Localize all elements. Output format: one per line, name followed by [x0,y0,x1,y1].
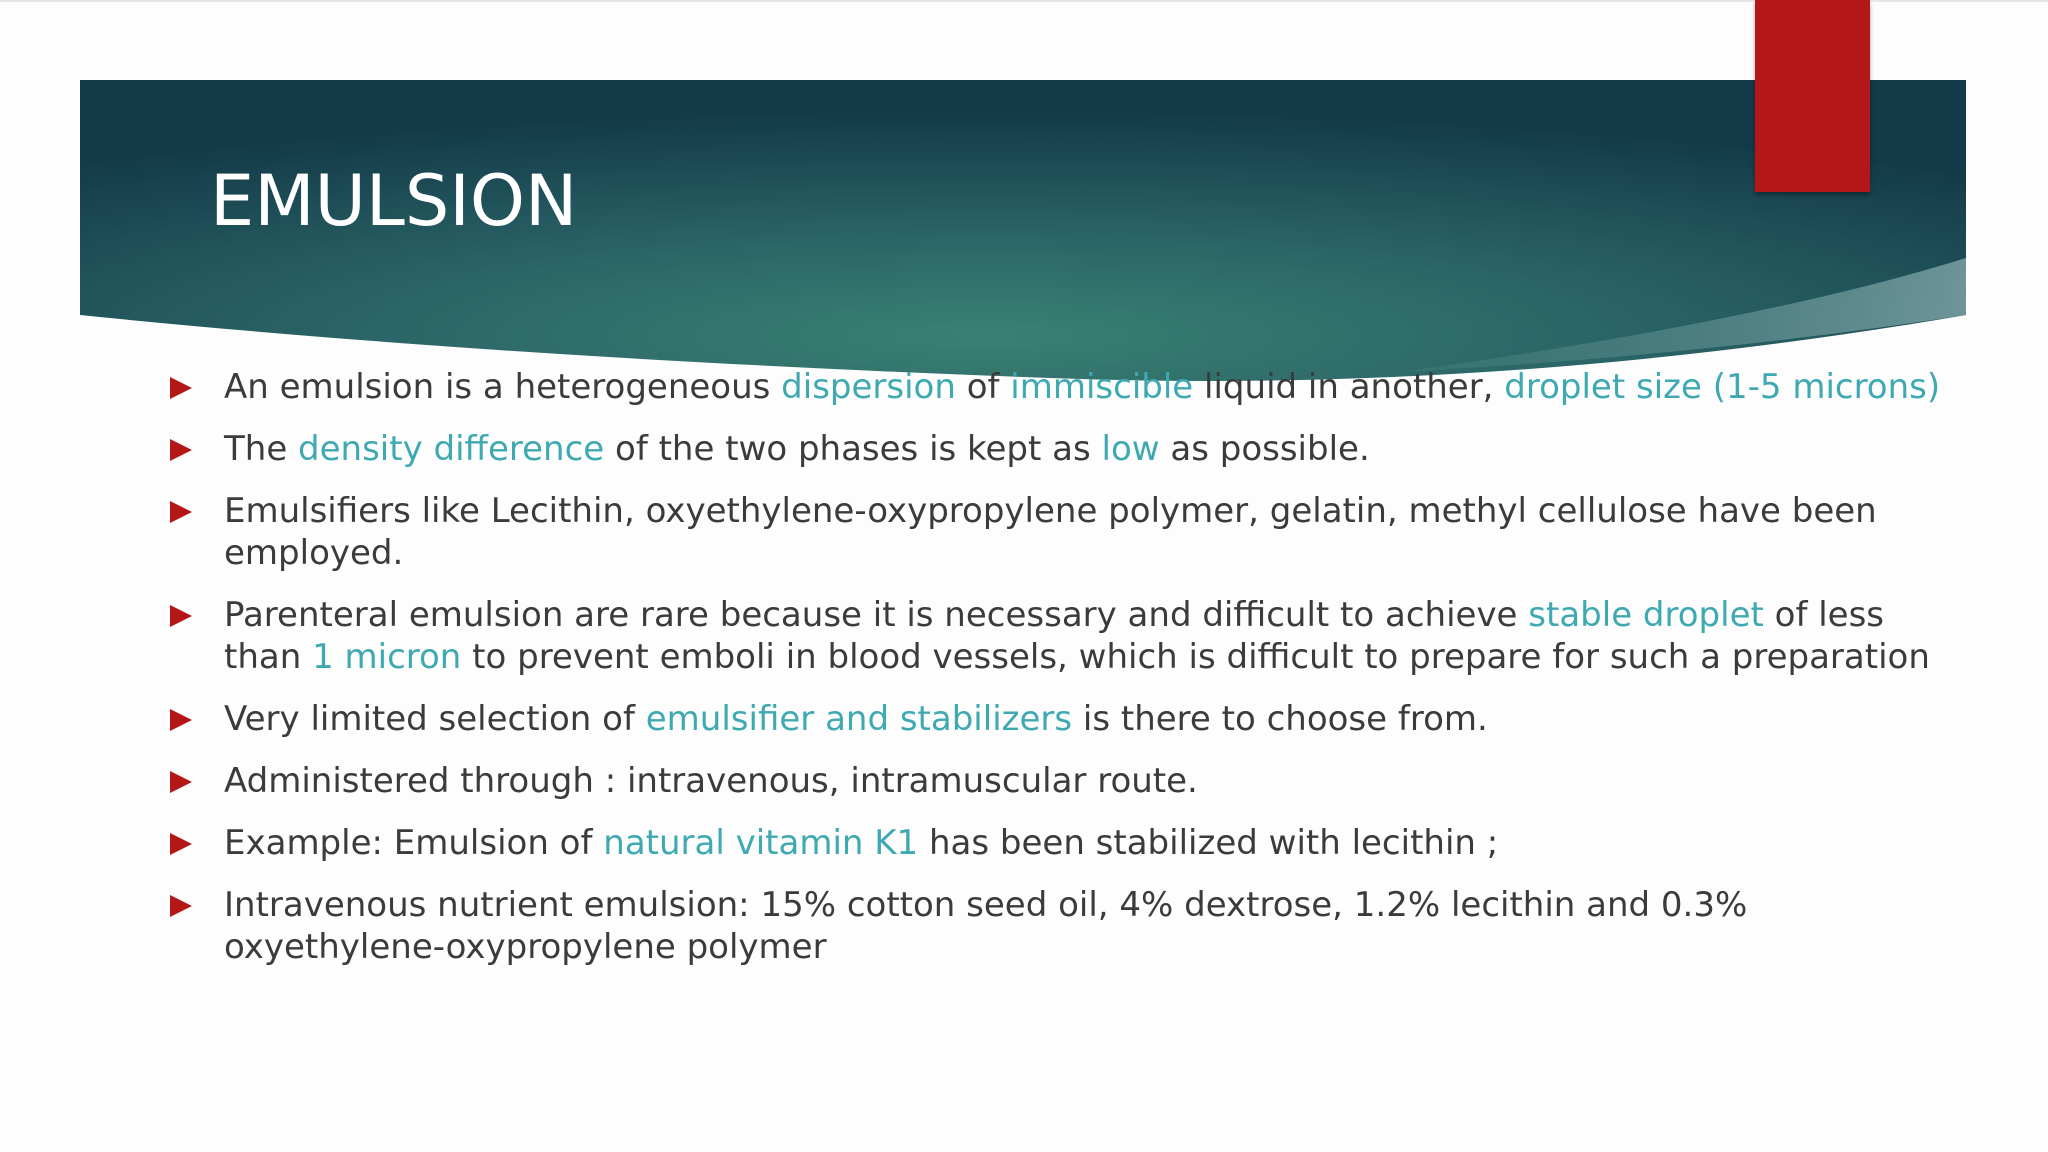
highlighted-term: density difference [298,429,605,469]
bullet-text: The [224,429,299,469]
bullet-item [168,884,1968,968]
bullet-item [168,760,1968,802]
bullet-item [168,698,1968,740]
accent-red-tab [1755,0,1870,192]
triangle-bullet-icon [170,605,192,627]
bullet-item [168,490,1968,574]
highlighted-term: emulsifier and stabilizers [645,699,1073,739]
bullet-text: Emulsifiers like Lecithin, oxyethylene-oxypropylene polymer, gelatin, methyl cellulose have been employed. [224,491,1877,573]
triangle-bullet-icon [170,501,192,523]
bullet-text: Intravenous nutrient emulsion: 15% cotton seed oil, 4% dextrose, 1.2% lecithin and 0.3% oxyethylene-oxypropylene polymer [224,885,1748,967]
highlighted-term: immiscible [1010,367,1194,407]
slide-title: EMULSION [210,160,578,242]
bullet-text: of the two phases is kept as [604,429,1102,469]
triangle-bullet-icon [170,439,192,461]
triangle-bullet-icon [170,833,192,855]
highlighted-term: natural vitamin K1 [603,823,919,863]
bullet-text: Administered through : intravenous, intramuscular route. [224,761,1198,801]
triangle-bullet-icon [170,771,192,793]
bullet-text: An emulsion is a heterogeneous [224,367,782,407]
bullet-item [168,366,1968,408]
bullet-text: Parenteral emulsion are rare because it is necessary and difficult to achieve [224,595,1529,635]
triangle-bullet-icon [170,377,192,399]
bullet-text: has been stabilized with lecithin ; [918,823,1499,863]
bullet-text: Example: Emulsion of [224,823,604,863]
triangle-bullet-icon [170,895,192,917]
bullet-text: to prevent emboli in blood vessels, which is difficult to prepare for such a preparation [461,637,1930,677]
highlighted-term: dispersion [781,367,956,407]
bullet-item [168,822,1968,864]
highlighted-term: 1 micron [312,637,462,677]
bullet-text: Very limited selection of [224,699,646,739]
bullet-item [168,594,1968,678]
bullet-text: of less than [224,595,1885,677]
triangle-bullet-icon [170,709,192,731]
highlighted-term: low [1101,429,1160,469]
bullet-text: liquid in another, [1193,367,1505,407]
bullet-list [168,366,1968,988]
highlighted-term: droplet size (1-5 microns) [1504,367,1941,407]
bullet-text: of [955,367,1011,407]
highlighted-term: stable droplet [1528,595,1764,635]
bullet-text: is there to choose from. [1072,699,1488,739]
bullet-item [168,428,1968,470]
bullet-text: as possible. [1159,429,1370,469]
